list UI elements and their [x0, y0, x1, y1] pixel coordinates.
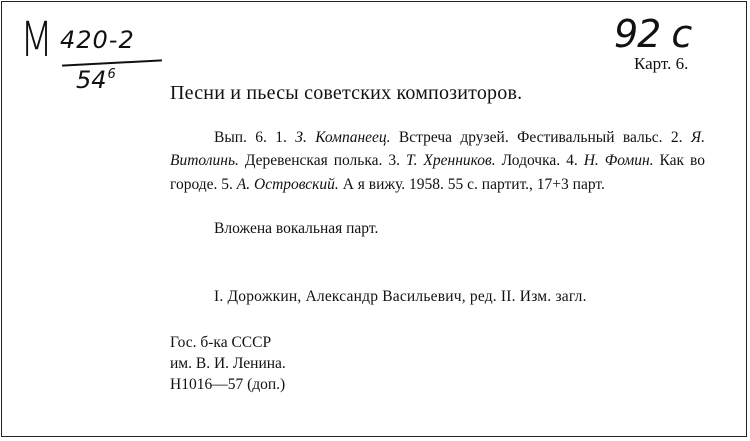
record-title: Песни и пьесы советских композиторов.	[170, 82, 523, 104]
library-imprint	[170, 332, 286, 395]
composer-1: З. Компанеец.	[295, 129, 391, 146]
shelf-mark-bottom	[76, 66, 116, 94]
library-line-1: Гос. б-ка СССР	[170, 334, 272, 351]
library-line-2: им. В. И. Ленина.	[170, 355, 286, 372]
contents-lead: Вып. 6. 1.	[214, 129, 296, 146]
added-entries: I. Дорожкин, Александр Васильевич, ред. II. Изм. загл.	[214, 288, 587, 305]
composer-5: А. Островский.	[236, 175, 339, 193]
work-1: Встреча друзей. Фестивальный вальс. 2.	[390, 129, 691, 146]
work-5: А я вижу. 1958. 55 с. партит., 17+3 парт.	[338, 175, 605, 193]
contents-paragraph	[170, 126, 705, 196]
shelf-mark-bottom-sup: 6	[107, 67, 116, 82]
shelf-mark-top: 420-2	[60, 26, 135, 54]
work-2: Деревенская полька. 3.	[238, 152, 406, 170]
catalog-card	[1, 1, 747, 437]
work-3: Лодочка. 4.	[495, 152, 584, 170]
composer-2: Я. Витолинь.	[170, 129, 705, 170]
shelf-mark	[20, 12, 180, 106]
composer-4: Н. Фомин.	[583, 152, 654, 170]
shelf-mark-bottom-number: 54	[76, 66, 107, 94]
card-number: Карт. 6.	[634, 54, 689, 73]
note: Вложена вокальная парт.	[214, 220, 379, 237]
work-4: Как во городе. 5.	[170, 152, 706, 193]
inventory-number: 92 с	[614, 12, 692, 56]
shelf-mark-letter: M	[20, 12, 54, 68]
composer-3: Т. Хренников.	[405, 152, 496, 170]
library-line-3: Н1016—57 (доп.)	[170, 376, 286, 393]
